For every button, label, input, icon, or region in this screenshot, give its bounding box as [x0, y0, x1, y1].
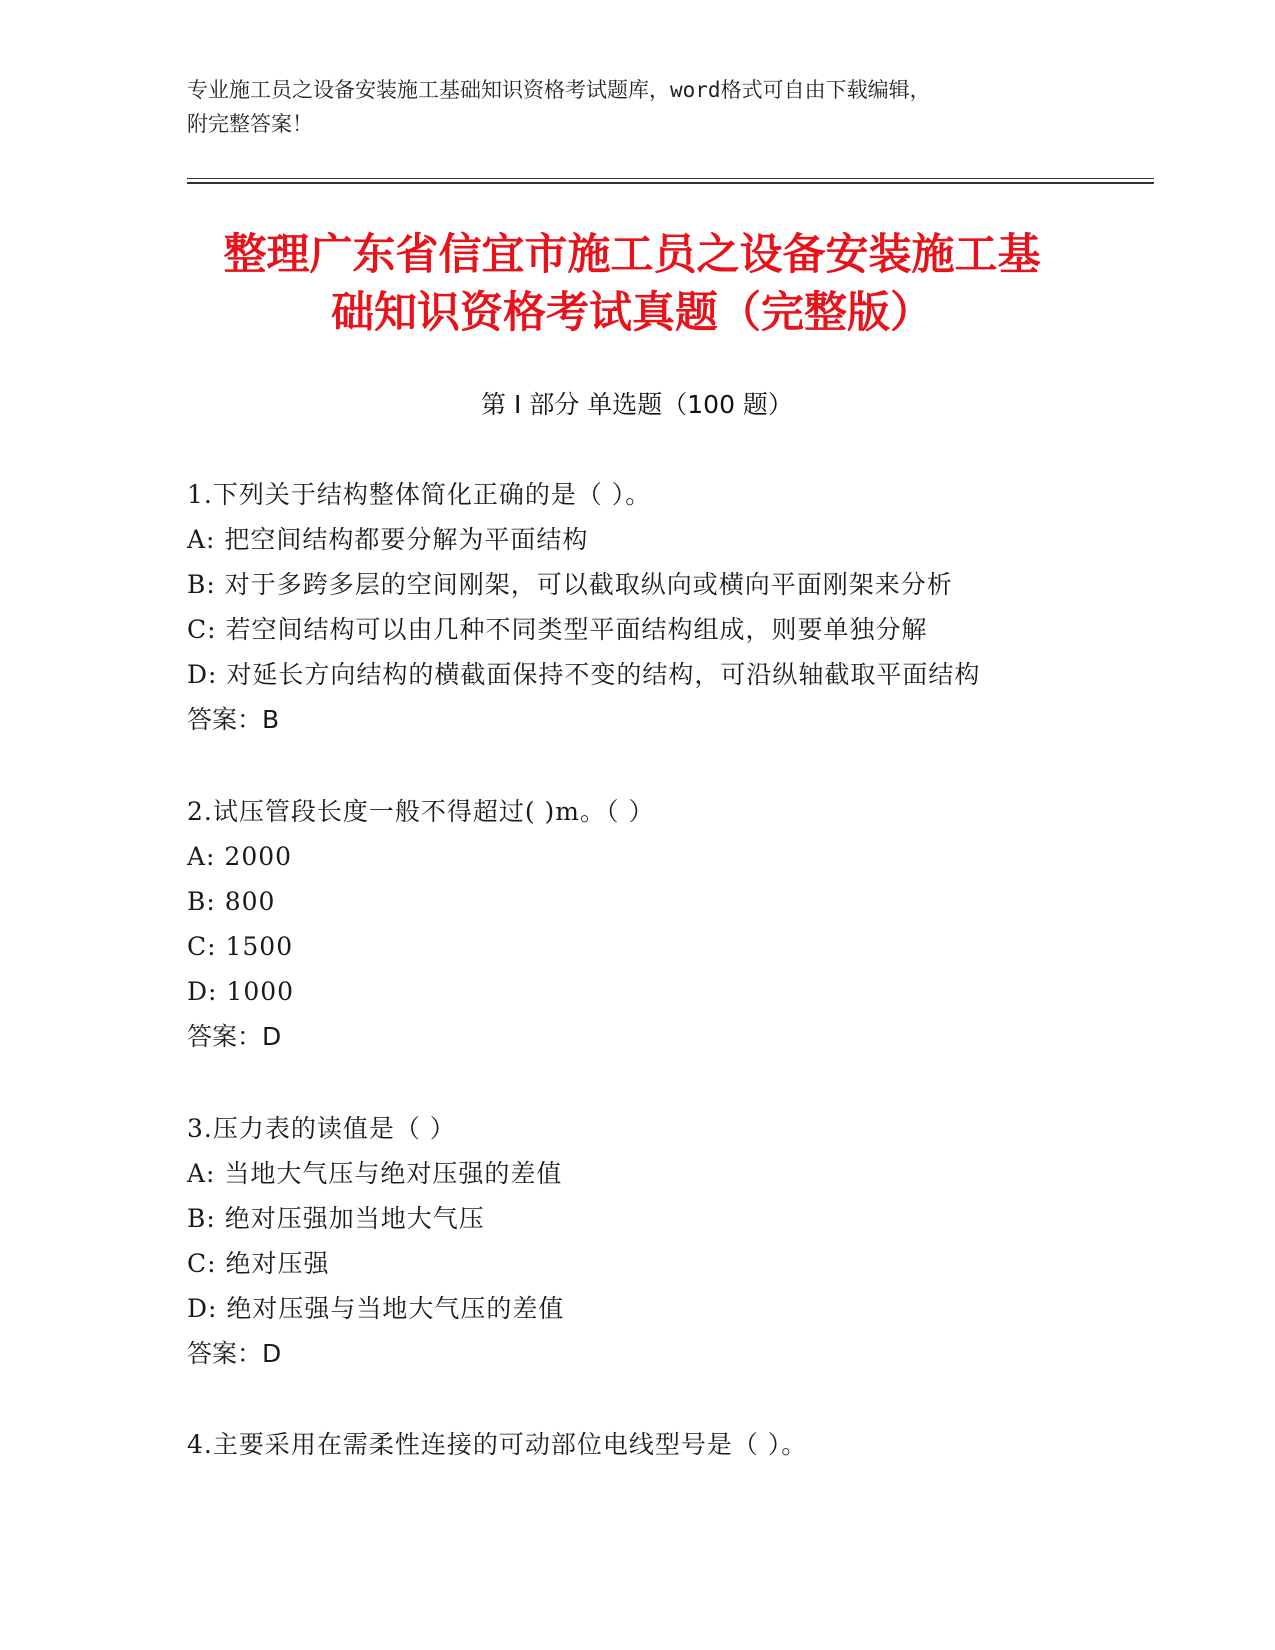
option-a: A: 2000: [187, 842, 293, 871]
document-title-line: 础知识资格考试真题（完整版）: [331, 288, 933, 338]
header-divider: [187, 182, 1154, 184]
header-note-line: 专业施工员之设备安装施工基础知识资格考试题库，word格式可自由下载编辑，: [187, 78, 931, 102]
header-note-line: 附完整答案！: [187, 112, 313, 136]
option-a: A: 把空间结构都要分解为平面结构: [187, 525, 589, 554]
question-stem: 1.下列关于结构整体简化正确的是（ ）。: [187, 480, 652, 509]
answer-line: 答案：B: [187, 705, 280, 734]
document-title-line: 整理广东省信宜市施工员之设备安装施工基: [223, 230, 1041, 280]
question-stem: 3.压力表的读值是（ ）: [187, 1114, 456, 1143]
option-d: D: 绝对压强与当地大气压的差值: [187, 1294, 565, 1323]
answer-line: 答案：D: [187, 1339, 282, 1368]
option-c: C: 若空间结构可以由几种不同类型平面结构组成，则要单独分解: [187, 615, 928, 644]
option-b: B: 800: [187, 887, 276, 916]
question-block: [187, 472, 1147, 742]
header-divider: [187, 178, 1154, 179]
question-block: [187, 789, 1147, 1059]
question-block: [187, 1422, 1147, 1467]
question-block: [187, 1106, 1147, 1376]
question-stem: 4.主要采用在需柔性连接的可动部位电线型号是（ ）。: [187, 1430, 808, 1459]
option-c: C: 1500: [187, 932, 294, 961]
header-note: [187, 73, 1087, 141]
option-d: D: 对延长方向结构的横截面保持不变的结构，可沿纵轴截取平面结构: [187, 660, 981, 689]
answer-line: 答案：D: [187, 1022, 282, 1051]
option-a: A: 当地大气压与绝对压强的差值: [187, 1159, 563, 1188]
option-c: C: 绝对压强: [187, 1249, 330, 1278]
option-b: B: 对于多跨多层的空间刚架，可以截取纵向或横向平面刚架来分析: [187, 570, 953, 599]
option-b: B: 绝对压强加当地大气压: [187, 1204, 485, 1233]
document-title: [187, 226, 1077, 342]
section-heading: 第 I 部分 单选题（100 题）: [481, 390, 793, 419]
question-stem: 2.试压管段长度一般不得超过( )m。（ ）: [187, 797, 655, 826]
option-d: D: 1000: [187, 977, 295, 1006]
